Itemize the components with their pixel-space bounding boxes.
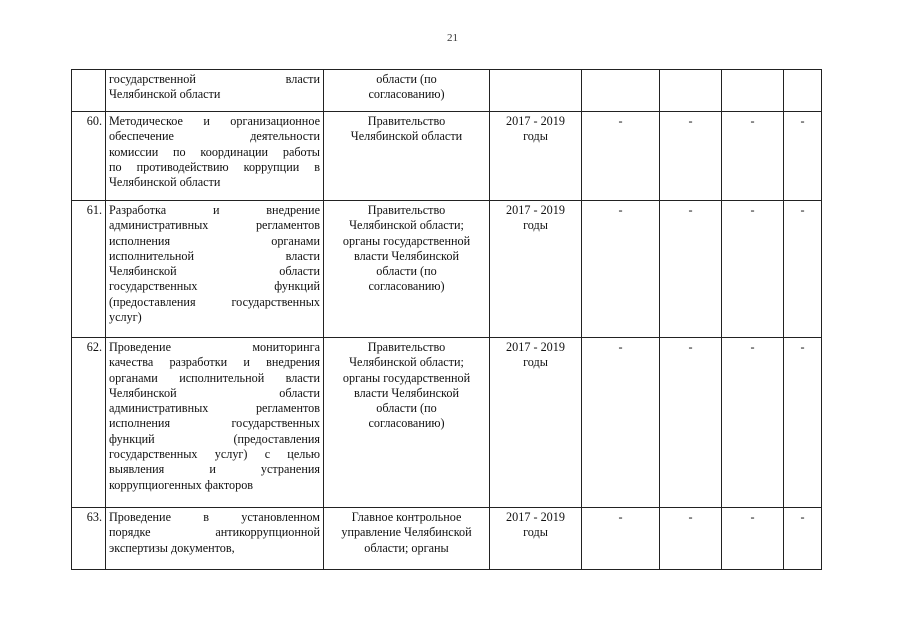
action-text-line: Челябинской области [109,385,320,400]
funding-value: - [688,114,693,128]
executor-text-line: управление Челябинской [341,525,472,540]
action-cell [106,338,324,508]
funding-value: - [750,340,755,354]
table-row [72,70,822,112]
page-number: 21 [447,32,458,44]
action-text-line: государственных функций [109,279,320,294]
funding-cell [582,338,660,508]
action-text-line: обеспечение деятельности [109,129,320,144]
funding-value: - [800,510,805,524]
funding-value: - [800,340,805,354]
action-text-line: Челябинской области [109,87,221,102]
row-number-cell [72,338,106,508]
executor-text-line: области (по [376,264,437,279]
executor-text-line: Челябинской области; [349,218,464,233]
executor-text-line: Главное контрольное [351,510,462,524]
executor-text-line: Правительство [367,114,446,128]
action-text-line: по противодействию коррупции в [109,159,320,174]
term-cell [490,112,582,201]
funding-value: - [800,203,805,217]
action-cell [106,112,324,201]
table-row [72,508,822,570]
action-text-line: качества разработки и внедрения [109,355,320,370]
row-number-cell [72,70,106,112]
action-text-line: выявления и устранения [109,462,320,477]
action-cell [106,70,324,112]
action-text-line: экспертизы документов, [109,540,235,555]
action-text-line: административных регламентов [109,401,320,416]
funding-cell [660,112,722,201]
funding-value: - [688,340,693,354]
term-text-line: годы [523,218,548,233]
funding-cell [722,201,784,338]
funding-value: - [618,203,623,217]
funding-cell [582,112,660,201]
action-text-line: Челябинской области [109,175,221,190]
term-cell [490,201,582,338]
funding-cell [660,508,722,570]
funding-cell [784,508,822,570]
row-number: 61. [86,203,102,217]
action-cell [106,201,324,338]
funding-value: - [750,510,755,524]
funding-value: - [800,114,805,128]
action-text-line: Методическое и организационное [109,114,320,128]
action-text-line: исполнения органами [109,233,320,248]
funding-value: - [688,203,693,217]
funding-cell [582,70,660,112]
funding-cell [784,112,822,201]
term-text-line: 2017 - 2019 [506,340,565,354]
funding-cell [660,70,722,112]
executor-text-line: согласованию) [368,279,445,294]
funding-value: - [618,510,623,524]
table-row [72,201,822,338]
term-text-line: 2017 - 2019 [506,114,565,128]
action-text-line: органами исполнительной власти [109,370,320,385]
executor-cell [324,112,490,201]
funding-cell [660,338,722,508]
executor-text-line: Правительство [367,340,446,354]
action-text-line: (предоставления государственных [109,294,320,309]
row-number: 60. [86,114,102,128]
action-text-line: комиссии по координации работы [109,144,320,159]
action-text-line: услуг) [109,310,142,325]
executor-text-line: органы государственной [342,370,471,385]
action-text-line: административных регламентов [109,218,320,233]
funding-cell [722,70,784,112]
row-number: 62. [86,340,102,354]
funding-cell [784,338,822,508]
executor-text-line: Челябинской области; [349,355,464,370]
executor-cell [324,70,490,112]
funding-value: - [618,340,623,354]
measures-table [71,69,822,570]
term-cell [490,508,582,570]
funding-cell [784,70,822,112]
funding-value: - [618,114,623,128]
action-text-line: государственных услуг) с целью [109,447,320,462]
executor-cell [324,508,490,570]
term-text-line: 2017 - 2019 [506,203,565,217]
executor-text-line: согласованию) [368,87,445,102]
term-text-line: 2017 - 2019 [506,510,565,524]
executor-text-line: власти Челябинской [354,248,459,263]
row-number: 63. [86,510,102,524]
term-text-line: годы [523,129,548,144]
funding-cell [582,508,660,570]
action-text-line: государственной власти [109,72,320,86]
action-text-line: Разработка и внедрение [109,203,320,217]
executor-text-line: Челябинской области [350,129,463,144]
action-cell [106,508,324,570]
term-text-line: годы [523,355,548,370]
executor-text-line: органы государственной [342,233,471,248]
funding-cell [784,201,822,338]
row-number-cell [72,112,106,201]
action-text-line: функций (предоставления [109,431,320,446]
table-row [72,112,822,201]
action-text-line: Проведение в установленном [109,510,320,524]
executor-text-line: согласованию) [368,416,445,431]
executor-cell [324,338,490,508]
executor-text-line: области (по [376,72,437,86]
executor-text-line: области; органы [364,540,449,555]
action-text-line: Проведение мониторинга [109,340,320,354]
funding-cell [660,201,722,338]
funding-cell [722,508,784,570]
funding-value: - [750,203,755,217]
action-text-line: исполнительной власти [109,248,320,263]
executor-text-line: Правительство [367,203,446,217]
executor-text-line: области (по [376,401,437,416]
funding-cell [582,201,660,338]
funding-value: - [688,510,693,524]
executor-text-line: власти Челябинской [354,385,459,400]
action-text-line: исполнения государственных [109,416,320,431]
table-row [72,338,822,508]
executor-cell [324,201,490,338]
funding-cell [722,338,784,508]
action-text-line: Челябинской области [109,264,320,279]
term-text-line: годы [523,525,548,540]
row-number-cell [72,508,106,570]
funding-value: - [750,114,755,128]
action-text-line: коррупциогенных факторов [109,477,254,492]
funding-cell [722,112,784,201]
action-text-line: порядке антикоррупционной [109,525,320,540]
row-number-cell [72,201,106,338]
term-cell [490,70,582,112]
term-cell [490,338,582,508]
